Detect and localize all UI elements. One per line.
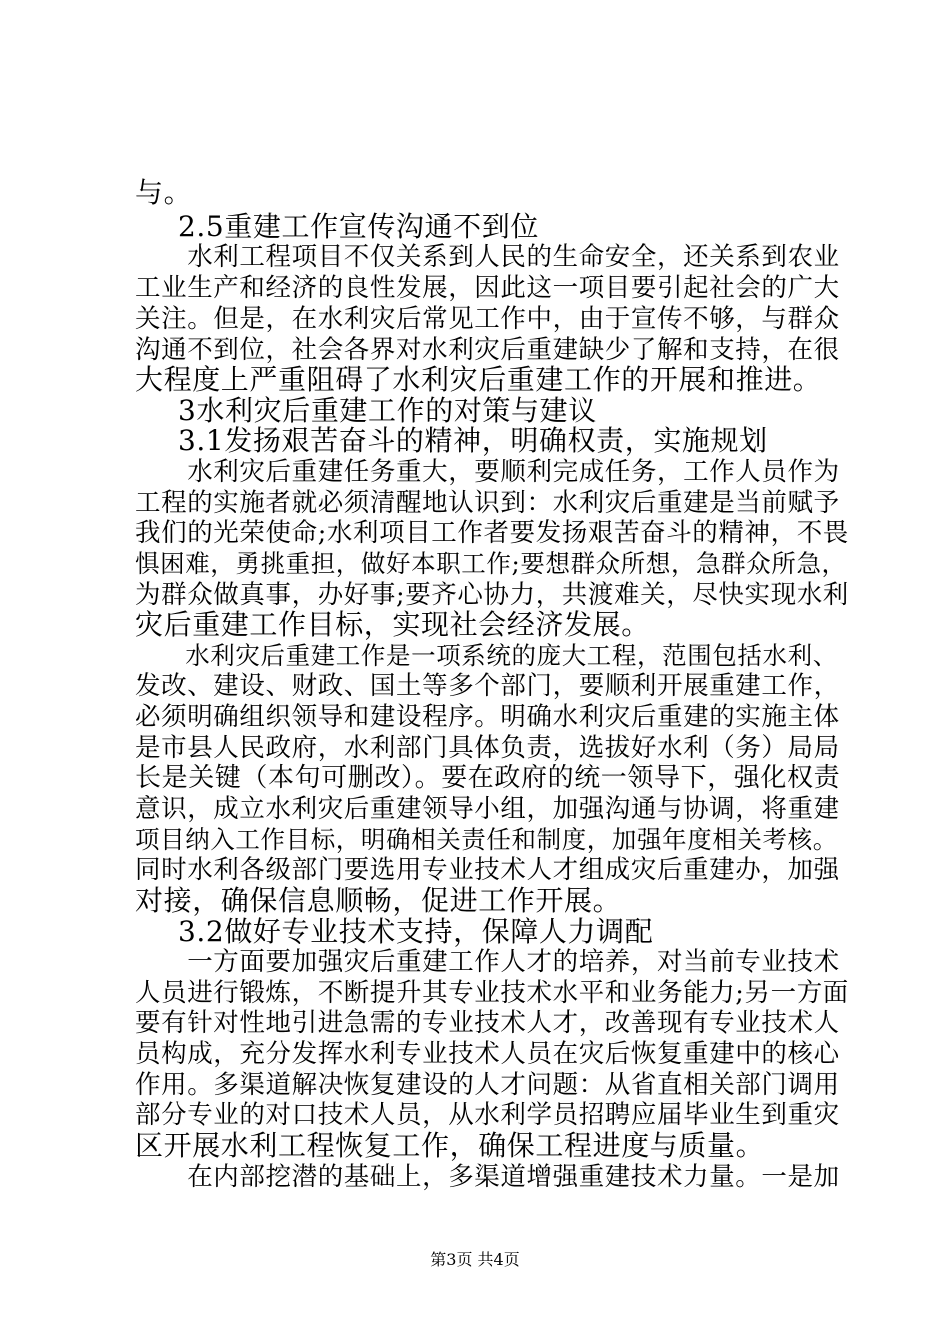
text-line: 发改、建设、财政、国土等多个部门，要顺利开展重建工作， <box>135 671 840 701</box>
text-line: 在内部挖潜的基础上，多渠道增强重建技术力量。一是加 <box>135 1162 840 1192</box>
text-line: 同时水利各级部门要选用专业技术人才组成灾后重建办，加强 <box>135 855 840 885</box>
subsection-heading: 3.2做好专业技术支持，保障人力调配 <box>178 915 654 948</box>
page-number: 第3页 共4页 <box>430 1250 520 1269</box>
text-line: 区开展水利工程恢复工作，确保工程进度与质量。 <box>135 1129 765 1162</box>
text-line: 水利灾后重建任务重大，要顺利完成任务，工作人员作为 <box>135 457 840 487</box>
text-line: 部分专业的对口技术人员，从水利学员招聘应届毕业生到重灾 <box>135 1100 840 1130</box>
text-line: 对接，确保信息顺畅，促进工作开展。 <box>135 884 622 917</box>
text-line: 员构成，充分发挥水利专业技术人员在灾后恢复重建中的核心 <box>135 1039 840 1069</box>
text-line: 灾后重建工作目标，实现社会经济发展。 <box>135 608 650 641</box>
text-line: 必须明确组织领导和建设程序。明确水利灾后重建的实施主体 <box>135 702 840 732</box>
text-line: 长是关键（本句可删改）。要在政府的统一领导下，强化权责 <box>135 763 841 793</box>
text-line: 水利工程项目不仅关系到人民的生命安全，还关系到农业 <box>135 242 840 272</box>
section-heading: 2.5重建工作宣传沟通不到位 <box>178 210 539 243</box>
text-line: 与。 <box>135 176 193 209</box>
text-line: 大程度上严重阻碍了水利灾后重建工作的开展和推进。 <box>135 363 822 396</box>
text-line: 项目纳入工作目标，明确相关责任和制度，加强年度相关考核。 <box>135 825 838 854</box>
text-line: 工业生产和经济的良性发展，因此这一项目要引起社会的广大 <box>135 273 840 303</box>
text-line: 人员进行锻炼，不断提升其专业技术水平和业务能力;另一方面 <box>135 978 849 1008</box>
text-line: 要有针对性地引进急需的专业技术人才，改善现有专业技术人 <box>135 1008 840 1038</box>
text-line: 工程的实施者就必须清醒地认识到：水利灾后重建是当前赋予 <box>135 488 840 518</box>
text-line: 关注。但是，在水利灾后常见工作中，由于宣传不够，与群众 <box>135 304 840 334</box>
text-line: 意识，成立水利灾后重建领导小组，加强沟通与协调，将重建 <box>135 794 840 824</box>
subsection-heading: 3.1发扬艰苦奋斗的精神，明确权责，实施规划 <box>178 424 768 457</box>
section-heading: 3水利灾后重建工作的对策与建议 <box>178 394 597 427</box>
page-footer <box>0 1247 950 1270</box>
text-line: 我们的光荣使命;水利项目工作者要发扬艰苦奋斗的精神，不畏 <box>135 518 849 548</box>
text-line: 为群众做真事，办好事;要齐心协力，共渡难关，尽快实现水利 <box>135 580 849 610</box>
text-line: 水利灾后重建工作是一项系统的庞大工程，范围包括水利、 <box>135 641 838 670</box>
text-line: 惧困难，勇挑重担，做好本职工作;要想群众所想，急群众所急， <box>135 549 847 578</box>
text-line: 一方面要加强灾后重建工作人才的培养，对当前专业技术 <box>135 947 840 977</box>
text-line: 沟通不到位，社会各界对水利灾后重建缺少了解和支持，在很 <box>135 335 840 365</box>
text-line: 作用。多渠道解决恢复建设的人才问题：从省直相关部门调用 <box>135 1070 840 1100</box>
text-line: 是市县人民政府，水利部门具体负责，选拔好水利（务）局局 <box>135 733 840 763</box>
